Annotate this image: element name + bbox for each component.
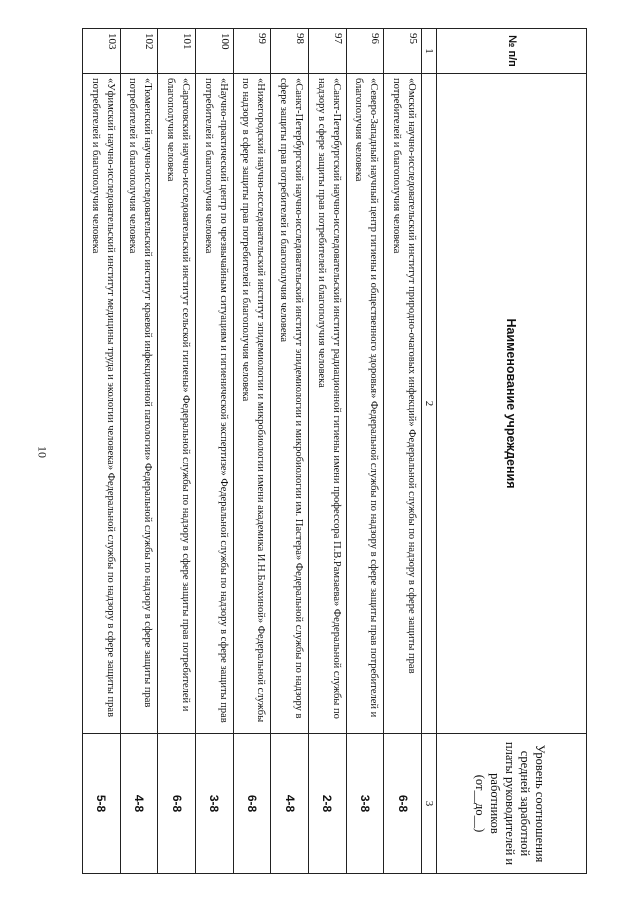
- institutions-table: [82, 28, 587, 874]
- salary-ratio-level: 4-8: [120, 734, 158, 874]
- header-num: № п/п: [437, 29, 587, 74]
- row-number: 103: [83, 29, 121, 74]
- table-header-row: [437, 29, 587, 874]
- salary-ratio-level: 4-8: [271, 734, 309, 874]
- row-number: 99: [233, 29, 271, 74]
- institutions-table-rotated: [82, 28, 587, 873]
- salary-ratio-level: 6-8: [158, 734, 196, 874]
- header-level-line: средней заработной: [518, 750, 533, 857]
- institution-name: «Санкт-Петербургский научно-исследовательский институт эпидемиологии и микробиологии им. Пастера» Федеральной службы по надзору в сфере защиты прав потребителей и благополучия человека: [271, 74, 309, 734]
- header-level-line: работников: [488, 773, 503, 834]
- salary-ratio-level: 2-8: [309, 734, 347, 874]
- salary-ratio-level: 3-8: [346, 734, 384, 874]
- table-row: [233, 29, 271, 874]
- institution-name: «Уфимский научно-исследовательский институт медицины труда и экологии человека» Федеральной службы по надзору в сфере защиты прав потребителей и благополучия человека: [83, 74, 121, 734]
- salary-ratio-level: 6-8: [233, 734, 271, 874]
- institution-name: «Научно-практический центр по чрезвычайным ситуациям и гигиенической экспертизе» Федеральной службы по надзору в сфере защиты прав потребителей и благополучия человека: [196, 74, 234, 734]
- header-level-line: платы руководителей и: [503, 741, 518, 866]
- institution-name: «Нижегородский научно-исследовательский институт эпидемиологии и микробиологии имени академика И.Н.Блохиной» Федеральной службы по надзору в сфере защиты прав потребителей и благополучия человека: [233, 74, 271, 734]
- salary-ratio-level: 5-8: [83, 734, 121, 874]
- row-number: 100: [196, 29, 234, 74]
- salary-ratio-level: 6-8: [384, 734, 422, 874]
- row-number: 98: [271, 29, 309, 74]
- row-number: 102: [120, 29, 158, 74]
- header-level-line: Уровень соотношения: [533, 744, 548, 863]
- institution-name: «Северо-Западный научный центр гигиены и общественного здоровья» Федеральной службы по надзору в сфере защиты прав потребителей и благополучия человека: [346, 74, 384, 734]
- table-row: [346, 29, 384, 874]
- table-row: [158, 29, 196, 874]
- table-row: [271, 29, 309, 874]
- institution-name: «Омский научно-исследовательский институт природно-очаговых инфекций» Федеральной службы по надзору в сфере защиты прав потребителей и благополучия человека: [384, 74, 422, 734]
- row-number: 96: [346, 29, 384, 74]
- institution-name: «Саратовский научно-исследовательский институт сельской гигиены» Федеральной службы по надзору в сфере защиты прав потребителей и благополучия человека: [158, 74, 196, 734]
- table-row: [384, 29, 422, 874]
- column-number: 1: [422, 29, 437, 74]
- institution-name: «Санкт-Петербургский научно-исследовательский институт радиационной гигиены имени профессора П.В.Рамзаева» Федеральной службы по надзору в сфере защиты прав потребителей и благополучия человека: [309, 74, 347, 734]
- row-number: 97: [309, 29, 347, 74]
- table-row: [83, 29, 121, 874]
- page-number: 10: [35, 446, 50, 458]
- column-number: 2: [422, 74, 437, 734]
- table-row: [309, 29, 347, 874]
- table-row: [196, 29, 234, 874]
- row-number: 95: [384, 29, 422, 74]
- header-name: Наименование учреждения: [437, 74, 587, 734]
- row-number: 101: [158, 29, 196, 74]
- table-row: [120, 29, 158, 874]
- column-number: 3: [422, 734, 437, 874]
- salary-ratio-level: 3-8: [196, 734, 234, 874]
- column-numbers-row: [422, 29, 437, 874]
- header-level-line: (от__до__): [473, 774, 488, 833]
- institution-name: «Тюменский научно-исследовательский институт краевой инфекционной патологии» Федеральной службы по надзору в сфере защиты прав потребителей и благополучия человека: [120, 74, 158, 734]
- header-level: [437, 734, 587, 874]
